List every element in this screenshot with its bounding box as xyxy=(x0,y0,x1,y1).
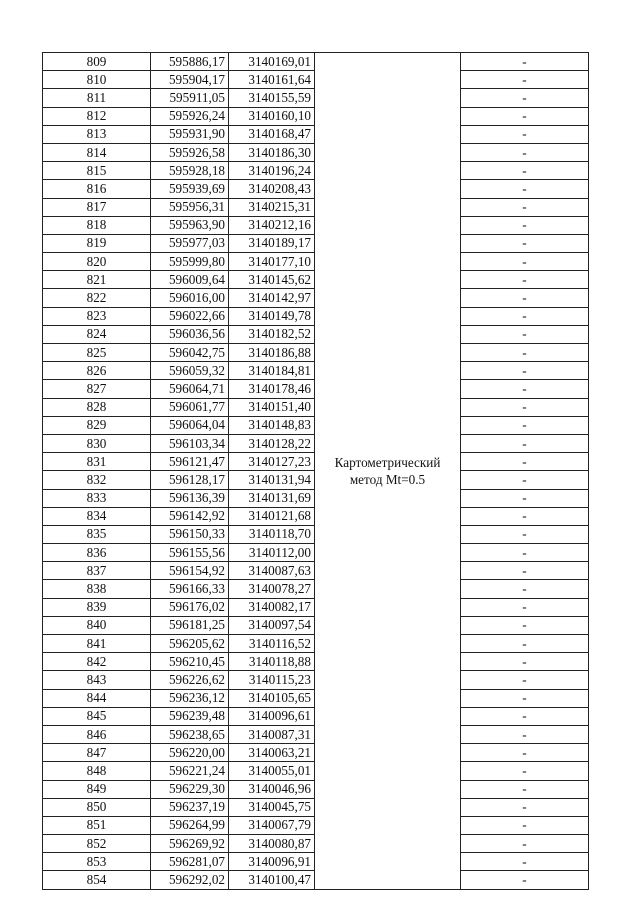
note-cell: - xyxy=(461,253,589,271)
point-number-cell: 823 xyxy=(43,307,151,325)
y-coordinate-cell: 3140131,69 xyxy=(229,489,315,507)
y-coordinate-cell: 3140121,68 xyxy=(229,507,315,525)
x-coordinate-cell: 595977,03 xyxy=(151,234,229,252)
x-coordinate-cell: 596136,39 xyxy=(151,489,229,507)
x-coordinate-cell: 596238,65 xyxy=(151,725,229,743)
point-number-cell: 839 xyxy=(43,598,151,616)
y-coordinate-cell: 3140215,31 xyxy=(229,198,315,216)
point-number-cell: 835 xyxy=(43,525,151,543)
x-coordinate-cell: 595904,17 xyxy=(151,71,229,89)
x-coordinate-cell: 596064,71 xyxy=(151,380,229,398)
note-cell: - xyxy=(461,871,589,889)
y-coordinate-cell: 3140087,31 xyxy=(229,725,315,743)
note-cell: - xyxy=(461,635,589,653)
x-coordinate-cell: 596022,66 xyxy=(151,307,229,325)
note-cell: - xyxy=(461,780,589,798)
y-coordinate-cell: 3140087,63 xyxy=(229,562,315,580)
y-coordinate-cell: 3140168,47 xyxy=(229,125,315,143)
note-cell: - xyxy=(461,580,589,598)
y-coordinate-cell: 3140118,70 xyxy=(229,525,315,543)
y-coordinate-cell: 3140045,75 xyxy=(229,798,315,816)
point-number-cell: 837 xyxy=(43,562,151,580)
x-coordinate-cell: 596181,25 xyxy=(151,616,229,634)
point-number-cell: 848 xyxy=(43,762,151,780)
method-cell xyxy=(315,53,461,890)
x-coordinate-cell: 596264,99 xyxy=(151,816,229,834)
point-number-cell: 854 xyxy=(43,871,151,889)
y-coordinate-cell: 3140169,01 xyxy=(229,53,315,71)
note-cell: - xyxy=(461,598,589,616)
note-cell: - xyxy=(461,143,589,161)
note-cell: - xyxy=(461,434,589,452)
note-cell: - xyxy=(461,289,589,307)
x-coordinate-cell: 596205,62 xyxy=(151,635,229,653)
note-cell: - xyxy=(461,798,589,816)
note-cell: - xyxy=(461,180,589,198)
note-cell: - xyxy=(461,398,589,416)
y-coordinate-cell: 3140155,59 xyxy=(229,89,315,107)
x-coordinate-cell: 596103,34 xyxy=(151,434,229,452)
note-cell: - xyxy=(461,762,589,780)
x-coordinate-cell: 596229,30 xyxy=(151,780,229,798)
point-number-cell: 853 xyxy=(43,853,151,871)
point-number-cell: 809 xyxy=(43,53,151,71)
x-coordinate-cell: 595956,31 xyxy=(151,198,229,216)
y-coordinate-cell: 3140112,00 xyxy=(229,544,315,562)
y-coordinate-cell: 3140067,79 xyxy=(229,816,315,834)
point-number-cell: 830 xyxy=(43,434,151,452)
y-coordinate-cell: 3140145,62 xyxy=(229,271,315,289)
point-number-cell: 814 xyxy=(43,143,151,161)
x-coordinate-cell: 596009,64 xyxy=(151,271,229,289)
y-coordinate-cell: 3140186,30 xyxy=(229,143,315,161)
point-number-cell: 825 xyxy=(43,344,151,362)
method-line-2: метод Mt=0.5 xyxy=(349,471,426,487)
note-cell: - xyxy=(461,707,589,725)
x-coordinate-cell: 595886,17 xyxy=(151,53,229,71)
note-cell: - xyxy=(461,835,589,853)
note-cell: - xyxy=(461,216,589,234)
y-coordinate-cell: 3140178,46 xyxy=(229,380,315,398)
x-coordinate-cell: 596269,92 xyxy=(151,835,229,853)
note-cell: - xyxy=(461,671,589,689)
note-cell: - xyxy=(461,489,589,507)
point-number-cell: 813 xyxy=(43,125,151,143)
x-coordinate-cell: 596292,02 xyxy=(151,871,229,889)
x-coordinate-cell: 596036,56 xyxy=(151,325,229,343)
y-coordinate-cell: 3140080,87 xyxy=(229,835,315,853)
note-cell: - xyxy=(461,325,589,343)
point-number-cell: 826 xyxy=(43,362,151,380)
note-cell: - xyxy=(461,125,589,143)
x-coordinate-cell: 596281,07 xyxy=(151,853,229,871)
point-number-cell: 845 xyxy=(43,707,151,725)
note-cell: - xyxy=(461,653,589,671)
note-cell: - xyxy=(461,198,589,216)
y-coordinate-cell: 3140063,21 xyxy=(229,744,315,762)
note-cell: - xyxy=(461,453,589,471)
note-cell: - xyxy=(461,307,589,325)
y-coordinate-cell: 3140151,40 xyxy=(229,398,315,416)
note-cell: - xyxy=(461,380,589,398)
y-coordinate-cell: 3140142,97 xyxy=(229,289,315,307)
point-number-cell: 819 xyxy=(43,234,151,252)
x-coordinate-cell: 596154,92 xyxy=(151,562,229,580)
point-number-cell: 821 xyxy=(43,271,151,289)
x-coordinate-cell: 595926,58 xyxy=(151,143,229,161)
point-number-cell: 828 xyxy=(43,398,151,416)
y-coordinate-cell: 3140100,47 xyxy=(229,871,315,889)
point-number-cell: 834 xyxy=(43,507,151,525)
y-coordinate-cell: 3140115,23 xyxy=(229,671,315,689)
point-number-cell: 824 xyxy=(43,325,151,343)
y-coordinate-cell: 3140055,01 xyxy=(229,762,315,780)
x-coordinate-cell: 596220,00 xyxy=(151,744,229,762)
method-line-1: Картометрический xyxy=(334,454,441,470)
point-number-cell: 852 xyxy=(43,835,151,853)
y-coordinate-cell: 3140096,91 xyxy=(229,853,315,871)
x-coordinate-cell: 595939,69 xyxy=(151,180,229,198)
y-coordinate-cell: 3140160,10 xyxy=(229,107,315,125)
note-cell: - xyxy=(461,162,589,180)
x-coordinate-cell: 595931,90 xyxy=(151,125,229,143)
x-coordinate-cell: 596142,92 xyxy=(151,507,229,525)
note-cell: - xyxy=(461,362,589,380)
point-number-cell: 815 xyxy=(43,162,151,180)
point-number-cell: 849 xyxy=(43,780,151,798)
y-coordinate-cell: 3140105,65 xyxy=(229,689,315,707)
point-number-cell: 811 xyxy=(43,89,151,107)
y-coordinate-cell: 3140096,61 xyxy=(229,707,315,725)
y-coordinate-cell: 3140116,52 xyxy=(229,635,315,653)
y-coordinate-cell: 3140082,17 xyxy=(229,598,315,616)
y-coordinate-cell: 3140177,10 xyxy=(229,253,315,271)
point-number-cell: 844 xyxy=(43,689,151,707)
point-number-cell: 820 xyxy=(43,253,151,271)
point-number-cell: 832 xyxy=(43,471,151,489)
point-number-cell: 843 xyxy=(43,671,151,689)
note-cell: - xyxy=(461,744,589,762)
y-coordinate-cell: 3140184,81 xyxy=(229,362,315,380)
x-coordinate-cell: 596064,04 xyxy=(151,416,229,434)
note-cell: - xyxy=(461,525,589,543)
x-coordinate-cell: 596155,56 xyxy=(151,544,229,562)
note-cell: - xyxy=(461,471,589,489)
x-coordinate-cell: 596236,12 xyxy=(151,689,229,707)
point-number-cell: 812 xyxy=(43,107,151,125)
point-number-cell: 847 xyxy=(43,744,151,762)
coordinates-table-body xyxy=(43,53,589,890)
y-coordinate-cell: 3140046,96 xyxy=(229,780,315,798)
x-coordinate-cell: 596059,32 xyxy=(151,362,229,380)
y-coordinate-cell: 3140127,23 xyxy=(229,453,315,471)
x-coordinate-cell: 596210,45 xyxy=(151,653,229,671)
point-number-cell: 851 xyxy=(43,816,151,834)
point-number-cell: 846 xyxy=(43,725,151,743)
y-coordinate-cell: 3140097,54 xyxy=(229,616,315,634)
x-coordinate-cell: 596042,75 xyxy=(151,344,229,362)
y-coordinate-cell: 3140118,88 xyxy=(229,653,315,671)
point-number-cell: 850 xyxy=(43,798,151,816)
note-cell: - xyxy=(461,234,589,252)
x-coordinate-cell: 596016,00 xyxy=(151,289,229,307)
y-coordinate-cell: 3140128,22 xyxy=(229,434,315,452)
x-coordinate-cell: 596128,17 xyxy=(151,471,229,489)
point-number-cell: 810 xyxy=(43,71,151,89)
x-coordinate-cell: 596221,24 xyxy=(151,762,229,780)
note-cell: - xyxy=(461,271,589,289)
note-cell: - xyxy=(461,616,589,634)
x-coordinate-cell: 596226,62 xyxy=(151,671,229,689)
note-cell: - xyxy=(461,416,589,434)
note-cell: - xyxy=(461,344,589,362)
note-cell: - xyxy=(461,107,589,125)
y-coordinate-cell: 3140208,43 xyxy=(229,180,315,198)
y-coordinate-cell: 3140148,83 xyxy=(229,416,315,434)
y-coordinate-cell: 3140149,78 xyxy=(229,307,315,325)
note-cell: - xyxy=(461,725,589,743)
point-number-cell: 816 xyxy=(43,180,151,198)
x-coordinate-cell: 596121,47 xyxy=(151,453,229,471)
table-row xyxy=(43,53,589,71)
point-number-cell: 833 xyxy=(43,489,151,507)
x-coordinate-cell: 596237,19 xyxy=(151,798,229,816)
point-number-cell: 838 xyxy=(43,580,151,598)
x-coordinate-cell: 596061,77 xyxy=(151,398,229,416)
y-coordinate-cell: 3140182,52 xyxy=(229,325,315,343)
note-cell: - xyxy=(461,853,589,871)
point-number-cell: 829 xyxy=(43,416,151,434)
note-cell: - xyxy=(461,544,589,562)
y-coordinate-cell: 3140078,27 xyxy=(229,580,315,598)
x-coordinate-cell: 596150,33 xyxy=(151,525,229,543)
point-number-cell: 841 xyxy=(43,635,151,653)
note-cell: - xyxy=(461,562,589,580)
y-coordinate-cell: 3140189,17 xyxy=(229,234,315,252)
note-cell: - xyxy=(461,71,589,89)
point-number-cell: 840 xyxy=(43,616,151,634)
note-cell: - xyxy=(461,89,589,107)
x-coordinate-cell: 595911,05 xyxy=(151,89,229,107)
point-number-cell: 836 xyxy=(43,544,151,562)
x-coordinate-cell: 596176,02 xyxy=(151,598,229,616)
x-coordinate-cell: 595926,24 xyxy=(151,107,229,125)
point-number-cell: 842 xyxy=(43,653,151,671)
note-cell: - xyxy=(461,53,589,71)
y-coordinate-cell: 3140212,16 xyxy=(229,216,315,234)
note-cell: - xyxy=(461,689,589,707)
point-number-cell: 822 xyxy=(43,289,151,307)
y-coordinate-cell: 3140131,94 xyxy=(229,471,315,489)
x-coordinate-cell: 596239,48 xyxy=(151,707,229,725)
point-number-cell: 831 xyxy=(43,453,151,471)
x-coordinate-cell: 595999,80 xyxy=(151,253,229,271)
note-cell: - xyxy=(461,507,589,525)
point-number-cell: 817 xyxy=(43,198,151,216)
x-coordinate-cell: 595928,18 xyxy=(151,162,229,180)
y-coordinate-cell: 3140196,24 xyxy=(229,162,315,180)
y-coordinate-cell: 3140161,64 xyxy=(229,71,315,89)
point-number-cell: 827 xyxy=(43,380,151,398)
point-number-cell: 818 xyxy=(43,216,151,234)
y-coordinate-cell: 3140186,88 xyxy=(229,344,315,362)
note-cell: - xyxy=(461,816,589,834)
x-coordinate-cell: 595963,90 xyxy=(151,216,229,234)
coordinates-table xyxy=(42,52,589,890)
x-coordinate-cell: 596166,33 xyxy=(151,580,229,598)
